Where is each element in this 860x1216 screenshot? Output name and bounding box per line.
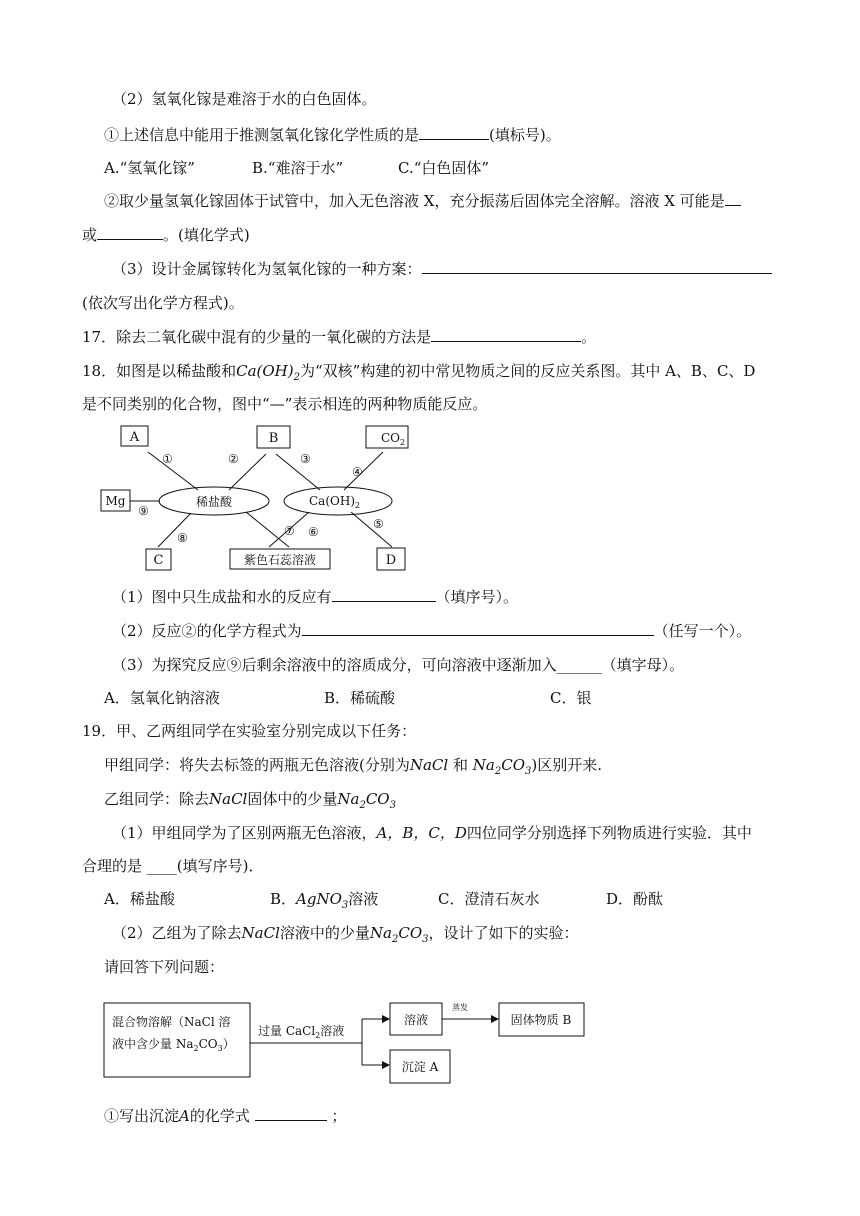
q16-part2-q2-line2: 或 。(填化学式) (82, 226, 250, 244)
flow-precipitate-a: 沉淀 A (401, 1060, 439, 1074)
option-a: A.“氢氧化镓” (104, 159, 195, 177)
q18-stem-line2: 是不同类别的化合物，图中“—”表示相连的两种物质能反应。 (82, 395, 488, 413)
reaction-label-5: ⑤ (373, 517, 384, 531)
option-b: B.“难溶于水” (252, 159, 344, 177)
q18-part1: （1）图中只生成盐和水的反应有 （填序号）。 (112, 588, 519, 606)
flow-solid-b: 固体物质 B (510, 1013, 572, 1027)
flow-solution: 溶液 (403, 1013, 429, 1027)
flow-evaporate-label: 蒸发 (452, 1003, 468, 1012)
separation-flowchart (100, 995, 592, 1085)
oval-hcl: 稀盐酸 (195, 495, 233, 509)
node-d: D (385, 553, 397, 568)
reaction-label-7: ⑦ (284, 524, 295, 538)
node-b: B (268, 431, 279, 446)
flow-reagent-label: 过量 CaCl$_2$溶液 (258, 1024, 345, 1040)
answer-blank[interactable] (431, 327, 581, 342)
answer-blank[interactable] (332, 587, 436, 602)
q19-subq1: ①写出沉淀A的化学式 ； (104, 1107, 347, 1125)
reaction-label-8: ⑧ (177, 531, 188, 545)
reaction-label-4: ④ (352, 465, 363, 479)
node-co2: $CO_2$ (381, 431, 406, 447)
node-c: C (153, 553, 164, 568)
q18-part3: （3）为探究反应⑨后剩余溶液中的溶质成分，可向溶液中逐渐加入______（填字母）。 (112, 656, 685, 674)
q19-please-answer: 请回答下列问题： (104, 958, 225, 976)
q19-part1-line1: （1）甲组同学为了区别两瓶无色溶液，A，B，C，D四位同学分别选择下列物质进行实验．其中 (112, 824, 752, 842)
answer-blank[interactable] (422, 259, 772, 274)
q19-option-c: C．澄清石灰水 (438, 890, 540, 908)
q16-part2-q2: ②取少量氢氧化镓固体于试管中，加入无色溶液 X，充分振荡后固体完全溶解。溶液 X 可能是 (104, 191, 741, 211)
q18-option-a: A．氢氧化钠溶液 (104, 689, 220, 707)
oval-caoh2: $Ca(OH)_2$ (309, 494, 361, 510)
answer-blank[interactable] (302, 621, 654, 636)
q19-option-a: A．稀盐酸 (104, 890, 175, 908)
q19-task-jia: 甲组同学：将失去标签的两瓶无色溶液(分别为NaCl 和 $Na_2CO_3$)区别开来. (104, 756, 603, 777)
q18-option-c: C．银 (550, 689, 592, 707)
answer-blank[interactable]: ____ (146, 857, 177, 875)
answer-blank[interactable] (255, 1106, 327, 1121)
q19-intro: 19．甲、乙两组同学在实验室分别完成以下任务： (82, 722, 417, 740)
answer-blank[interactable] (725, 191, 741, 206)
reaction-label-2: ② (228, 452, 239, 466)
reaction-label-9: ⑨ (138, 504, 149, 518)
q16-part3: （3）设计金属镓转化为氢氧化镓的一种方案： (112, 259, 772, 279)
node-litmus: 紫色石蕊溶液 (243, 553, 317, 567)
q17: 17．除去二氧化碳中混有的少量的一氧化碳的方法是 。 (82, 328, 597, 346)
reaction-label-6: ⑥ (308, 525, 319, 539)
q16-part2-q1: ①上述信息中能用于推测氢氧化镓化学性质的是 (填标号)。 (104, 126, 561, 144)
answer-blank[interactable]: ______ (556, 656, 602, 674)
q19-task-yi: 乙组同学：除去NaCl固体中的少量$Na_2CO_3$ (104, 790, 396, 811)
q19-part1-line2: 合理的是 ____(填写序号)． (82, 857, 264, 875)
flow-mixture-line2: 液中含少量 $Na_2CO_3$） (112, 1037, 235, 1053)
q18-stem-line1: 18．如图是以稀盐酸和$Ca(OH)_2$为“双核”构建的初中常见物质之间的反应关系图。其中 A、B、C、D (82, 362, 756, 383)
reaction-diagram (96, 420, 426, 576)
q19-part2: （2）乙组为了除去NaCl溶液中的少量$Na_2CO_3$，设计了如下的实验： (112, 924, 579, 945)
reaction-label-1: ① (162, 452, 173, 466)
circled-number: ① (104, 126, 120, 144)
answer-blank[interactable] (419, 125, 489, 140)
option-c: C.“白色固体” (398, 159, 490, 177)
answer-blank[interactable] (97, 225, 163, 240)
q16-part3-tail: (依次写出化学方程式)。 (82, 294, 244, 312)
reaction-label-3: ③ (300, 452, 311, 466)
flow-mixture-line1: 混合物溶解（NaCl 溶 (112, 1015, 231, 1029)
q19-option-d: D．酚酞 (606, 890, 664, 908)
q16-part2-intro: （2）氢氧化镓是难溶于水的白色固体。 (112, 90, 377, 108)
q18-part2: （2）反应②的化学方程式为 （任写一个）。 (112, 622, 752, 640)
node-mg: Mg (105, 494, 126, 508)
node-a: A (129, 430, 140, 445)
q18-option-b: B．稀硫酸 (324, 689, 396, 707)
q19-option-b: B．AgNO$_3$溶液 (270, 890, 379, 911)
